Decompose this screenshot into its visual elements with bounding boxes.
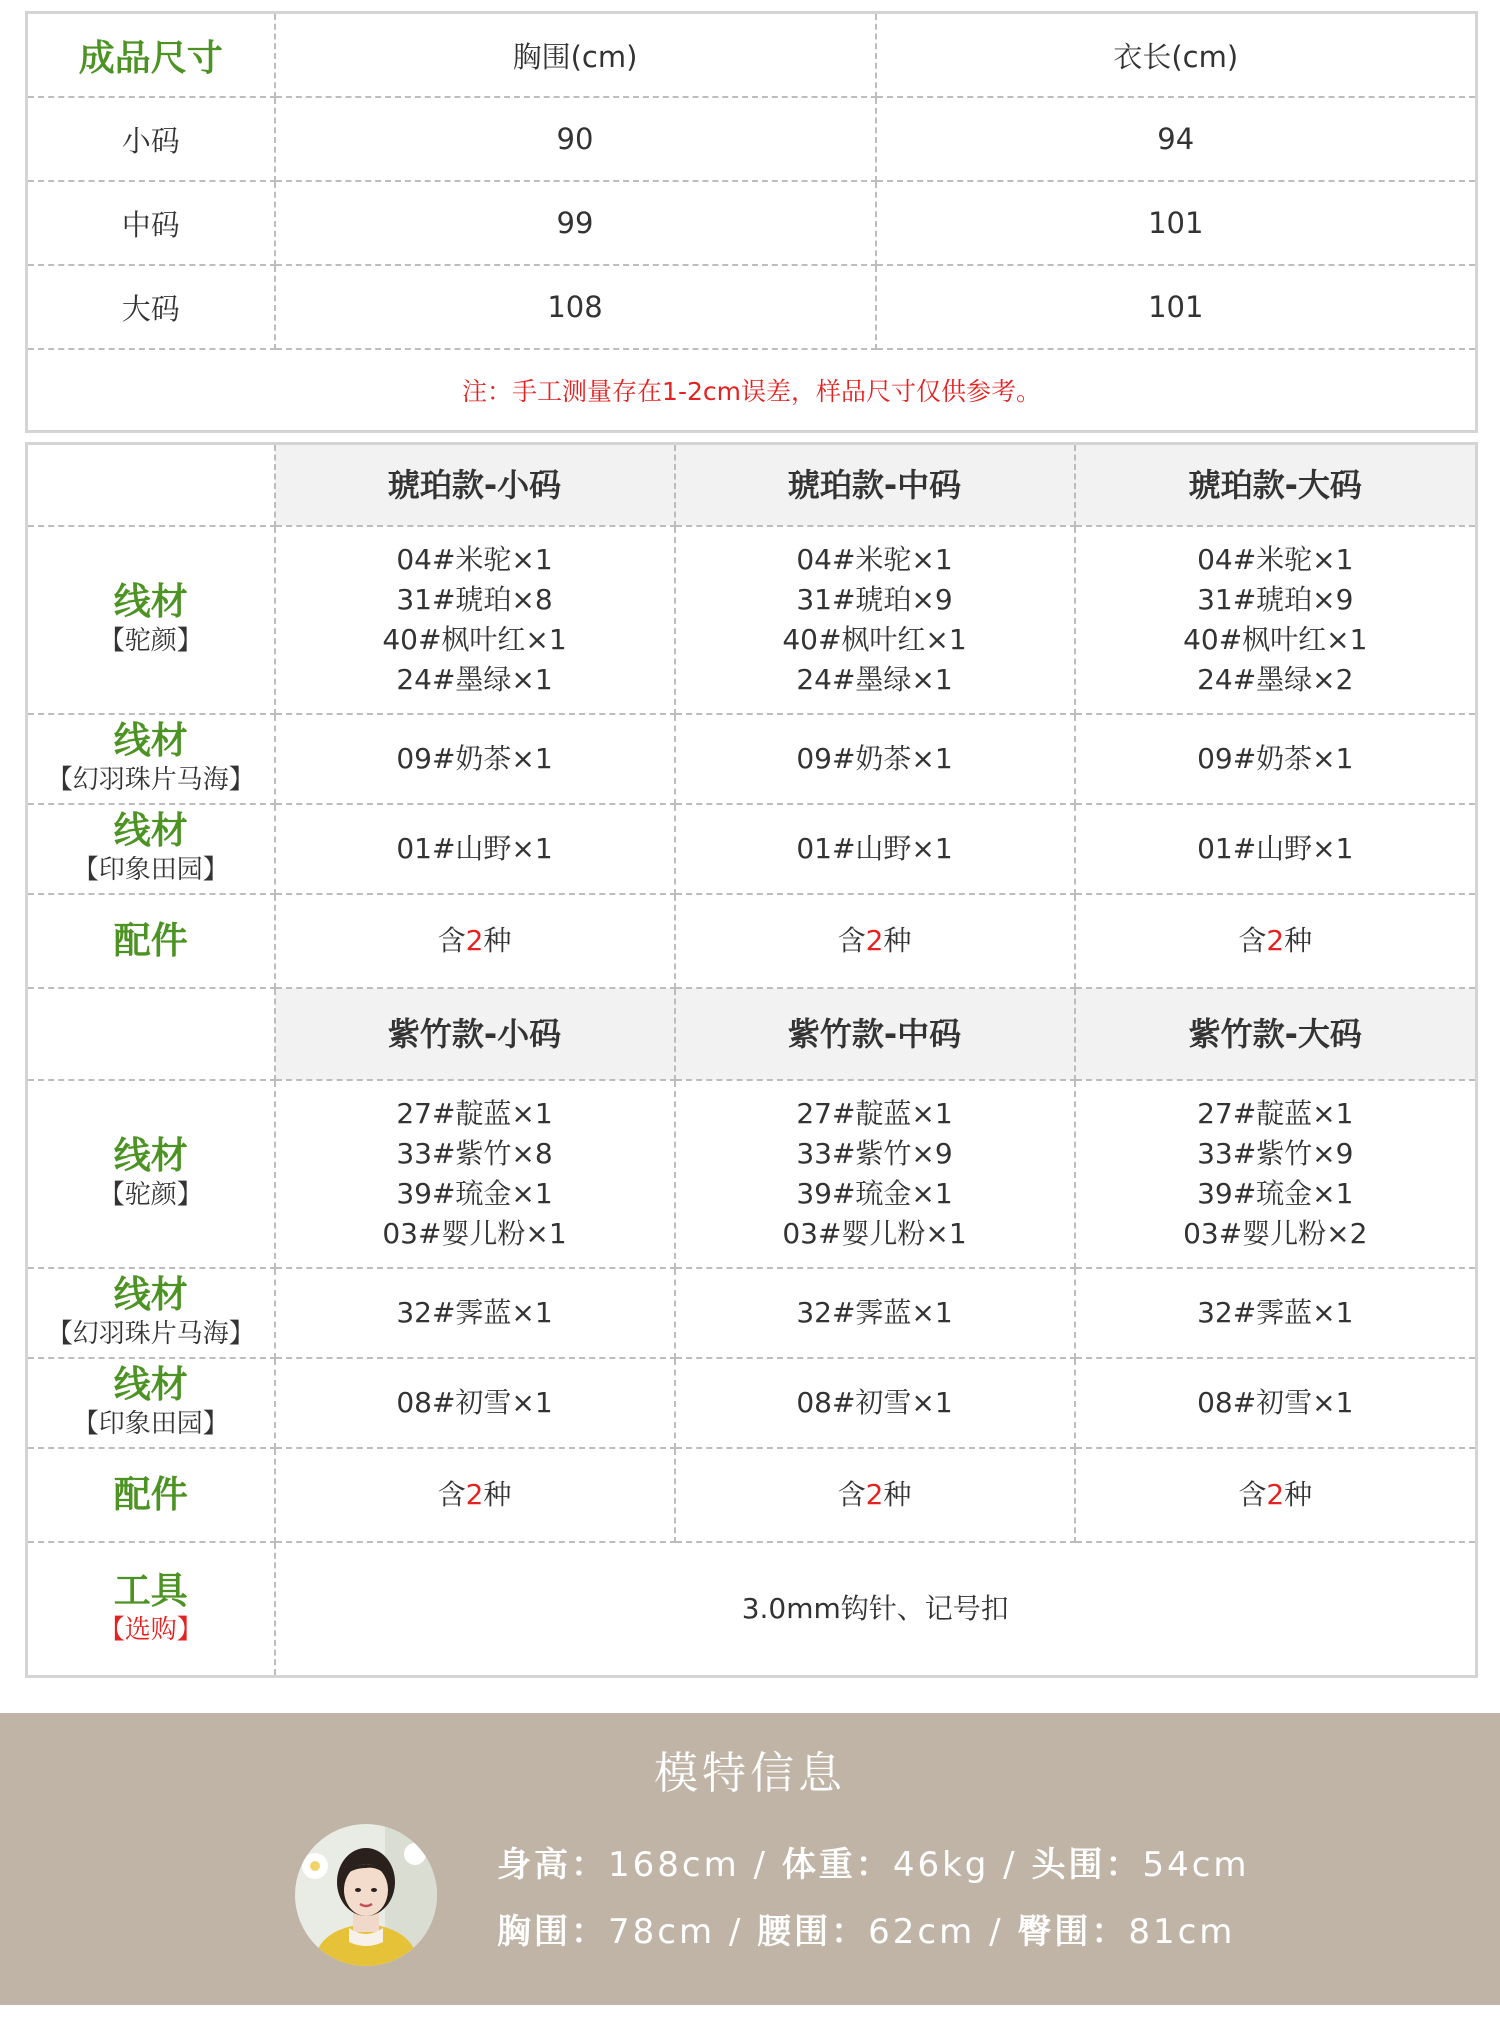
accessory-value: [675, 1448, 1075, 1542]
separator: /: [1003, 1845, 1018, 1885]
amber-tuoyan-row: [27, 526, 1477, 714]
bamboo-garden-row: [27, 1358, 1477, 1448]
chest-value: 78cm: [608, 1912, 716, 1952]
bamboo-accessory-row: [27, 1448, 1477, 1542]
yarn-brand: 【幻羽珠片马海】: [46, 765, 255, 795]
yarn-item: 27#靛蓝×1: [1197, 1097, 1354, 1130]
weight-value: 46kg: [892, 1845, 990, 1885]
chest-value: 99: [275, 181, 876, 265]
yarn-item: 04#米驼×1: [1197, 543, 1354, 576]
accessory-count: 2: [865, 1478, 884, 1511]
yarn-item: 31#琥珀×9: [1197, 583, 1354, 616]
yarn-item: 40#枫叶红×1: [1183, 623, 1368, 656]
yarn-item: 08#初雪×1: [1075, 1358, 1477, 1448]
amber-mohair-row: [27, 714, 1477, 804]
yarn-item: 40#枫叶红×1: [382, 623, 567, 656]
bamboo-medium-header: 紫竹款-中码: [675, 988, 1075, 1080]
model-stats-line-2: [497, 1904, 1235, 1953]
head-value: 54cm: [1142, 1845, 1250, 1885]
yarn-label: [27, 1268, 275, 1358]
amber-small-header: 琥珀款-小码: [275, 444, 675, 527]
accessory-pre: 含: [437, 924, 466, 957]
yarn-label: [27, 1080, 275, 1268]
yarn-label-text: 线材: [113, 1273, 188, 1316]
bamboo-small-header: 紫竹款-小码: [275, 988, 675, 1080]
yarn-list: [1075, 1080, 1477, 1268]
size-row: [27, 181, 1477, 265]
chest-value: 90: [275, 97, 876, 181]
length-value: 94: [876, 97, 1477, 181]
amber-header-row: [27, 444, 1477, 527]
yarn-item: 04#米驼×1: [796, 543, 953, 576]
size-header-label: 成品尺寸: [27, 13, 275, 98]
waist-label: 腰围：: [757, 1912, 869, 1952]
size-row: [27, 97, 1477, 181]
accessory-post: 种: [883, 1478, 912, 1511]
amber-accessory-row: [27, 894, 1477, 988]
accessory-post: 种: [483, 1478, 512, 1511]
model-info-section: [0, 1713, 1500, 2005]
accessory-count: 2: [465, 924, 484, 957]
length-value: 101: [876, 181, 1477, 265]
hip-label: 臀围：: [1017, 1912, 1129, 1952]
accessory-pre: 含: [1238, 924, 1267, 957]
yarn-label-text: 线材: [113, 1134, 188, 1177]
yarn-item: 09#奶茶×1: [1075, 714, 1477, 804]
chest-header: 胸围(cm): [275, 13, 876, 98]
tools-value: 3.0mm钩针、记号扣: [275, 1542, 1477, 1677]
chest-value: 108: [275, 265, 876, 349]
yarn-item: 09#奶茶×1: [275, 714, 675, 804]
size-name: 小码: [27, 97, 275, 181]
separator: /: [753, 1845, 768, 1885]
accessory-value: [275, 894, 675, 988]
accessory-post: 种: [1284, 924, 1313, 957]
length-value: 101: [876, 265, 1477, 349]
model-stats-line-1: [497, 1837, 1250, 1886]
yarn-label: [27, 804, 275, 894]
yarn-label-text: 线材: [113, 580, 188, 623]
length-header: 衣长(cm): [876, 13, 1477, 98]
tools-optional: 【选购】: [98, 1615, 203, 1645]
size-note-row: [27, 349, 1477, 432]
yarn-item: 39#琉金×1: [1197, 1177, 1354, 1210]
accessory-count: 2: [865, 924, 884, 957]
yarn-brand: 【印象田园】: [72, 855, 229, 885]
accessory-label: 配件: [27, 1448, 275, 1542]
accessory-post: 种: [483, 924, 512, 957]
yarn-item: 31#琥珀×9: [796, 583, 953, 616]
tools-label-text: 工具: [113, 1569, 188, 1612]
accessory-post: 种: [1284, 1478, 1313, 1511]
tools-label: [27, 1542, 275, 1677]
chest-label: 胸围：: [497, 1912, 608, 1952]
yarn-list: [675, 526, 1075, 714]
accessory-pre: 含: [1238, 1478, 1267, 1511]
yarn-label-text: 线材: [113, 809, 188, 852]
yarn-list: [1075, 526, 1477, 714]
avatar-photo: [295, 1824, 437, 1966]
yarn-item: 01#山野×1: [675, 804, 1075, 894]
size-row: [27, 265, 1477, 349]
yarn-item: 08#初雪×1: [275, 1358, 675, 1448]
yarn-item: 39#琉金×1: [396, 1177, 553, 1210]
separator: /: [728, 1912, 744, 1952]
bamboo-tuoyan-row: [27, 1080, 1477, 1268]
size-header-row: [27, 13, 1477, 98]
bamboo-header-row: [27, 988, 1477, 1080]
yarn-item: 24#墨绿×1: [396, 663, 553, 696]
yarn-item: 32#霁蓝×1: [1075, 1268, 1477, 1358]
yarn-brand: 【印象田园】: [72, 1409, 229, 1439]
yarn-label-text: 线材: [113, 719, 188, 762]
amber-garden-row: [27, 804, 1477, 894]
accessory-pre: 含: [837, 1478, 866, 1511]
yarn-list: [275, 526, 675, 714]
height-value: 168cm: [608, 1845, 740, 1885]
accessory-pre: 含: [437, 1478, 466, 1511]
size-note: 注：手工测量存在1-2cm误差，样品尺寸仅供参考。: [27, 349, 1477, 432]
yarn-item: 27#靛蓝×1: [796, 1097, 953, 1130]
yarn-item: 39#琉金×1: [796, 1177, 953, 1210]
yarn-brand: 【幻羽珠片马海】: [46, 1319, 255, 1349]
weight-label: 体重：: [781, 1845, 893, 1885]
accessory-value: [675, 894, 1075, 988]
yarn-item: 27#靛蓝×1: [396, 1097, 553, 1130]
yarn-label: [27, 714, 275, 804]
separator: /: [989, 1912, 1004, 1952]
accessory-count: 2: [1266, 924, 1285, 957]
yarn-label: [27, 1358, 275, 1448]
hip-value: 81cm: [1128, 1912, 1236, 1952]
yarn-item: 32#霁蓝×1: [275, 1268, 675, 1358]
yarn-label: [27, 526, 275, 714]
yarn-label-text: 线材: [113, 1363, 188, 1406]
accessory-value: [1075, 1448, 1477, 1542]
yarn-item: 04#米驼×1: [396, 543, 553, 576]
accessory-count: 2: [465, 1478, 484, 1511]
accessory-post: 种: [883, 924, 912, 957]
yarn-brand: 【驼颜】: [98, 626, 203, 656]
waist-value: 62cm: [868, 1912, 976, 1952]
model-avatar: [295, 1824, 437, 1966]
materials-table: [25, 442, 1478, 1678]
yarn-item: 03#婴儿粉×1: [382, 1217, 567, 1250]
yarn-item: 32#霁蓝×1: [675, 1268, 1075, 1358]
yarn-item: 40#枫叶红×1: [782, 623, 967, 656]
size-name: 大码: [27, 265, 275, 349]
yarn-item: 01#山野×1: [275, 804, 675, 894]
accessory-label: 配件: [27, 894, 275, 988]
accessory-value: [1075, 894, 1477, 988]
yarn-item: 24#墨绿×2: [1197, 663, 1354, 696]
yarn-item: 08#初雪×1: [675, 1358, 1075, 1448]
accessory-value: [275, 1448, 675, 1542]
amber-large-header: 琥珀款-大码: [1075, 444, 1477, 527]
head-label: 头围：: [1031, 1845, 1143, 1885]
size-table: [25, 11, 1478, 433]
yarn-list: [275, 1080, 675, 1268]
yarn-item: 33#紫竹×8: [396, 1137, 553, 1170]
amber-medium-header: 琥珀款-中码: [675, 444, 1075, 527]
blank-cell: [27, 988, 275, 1080]
yarn-item: 03#婴儿粉×1: [782, 1217, 967, 1250]
height-label: 身高：: [497, 1845, 608, 1885]
yarn-item: 03#婴儿粉×2: [1183, 1217, 1368, 1250]
model-info-title: 模特信息: [654, 1748, 846, 1799]
yarn-brand: 【驼颜】: [98, 1180, 203, 1210]
accessory-pre: 含: [837, 924, 866, 957]
yarn-item: 33#紫竹×9: [796, 1137, 953, 1170]
yarn-item: 31#琥珀×8: [396, 583, 553, 616]
size-name: 中码: [27, 181, 275, 265]
yarn-item: 09#奶茶×1: [675, 714, 1075, 804]
yarn-item: 01#山野×1: [1075, 804, 1477, 894]
yarn-list: [675, 1080, 1075, 1268]
yarn-item: 33#紫竹×9: [1197, 1137, 1354, 1170]
tools-row: [27, 1542, 1477, 1677]
accessory-count: 2: [1266, 1478, 1285, 1511]
bamboo-mohair-row: [27, 1268, 1477, 1358]
blank-cell: [27, 444, 275, 527]
bamboo-large-header: 紫竹款-大码: [1075, 988, 1477, 1080]
yarn-item: 24#墨绿×1: [796, 663, 953, 696]
